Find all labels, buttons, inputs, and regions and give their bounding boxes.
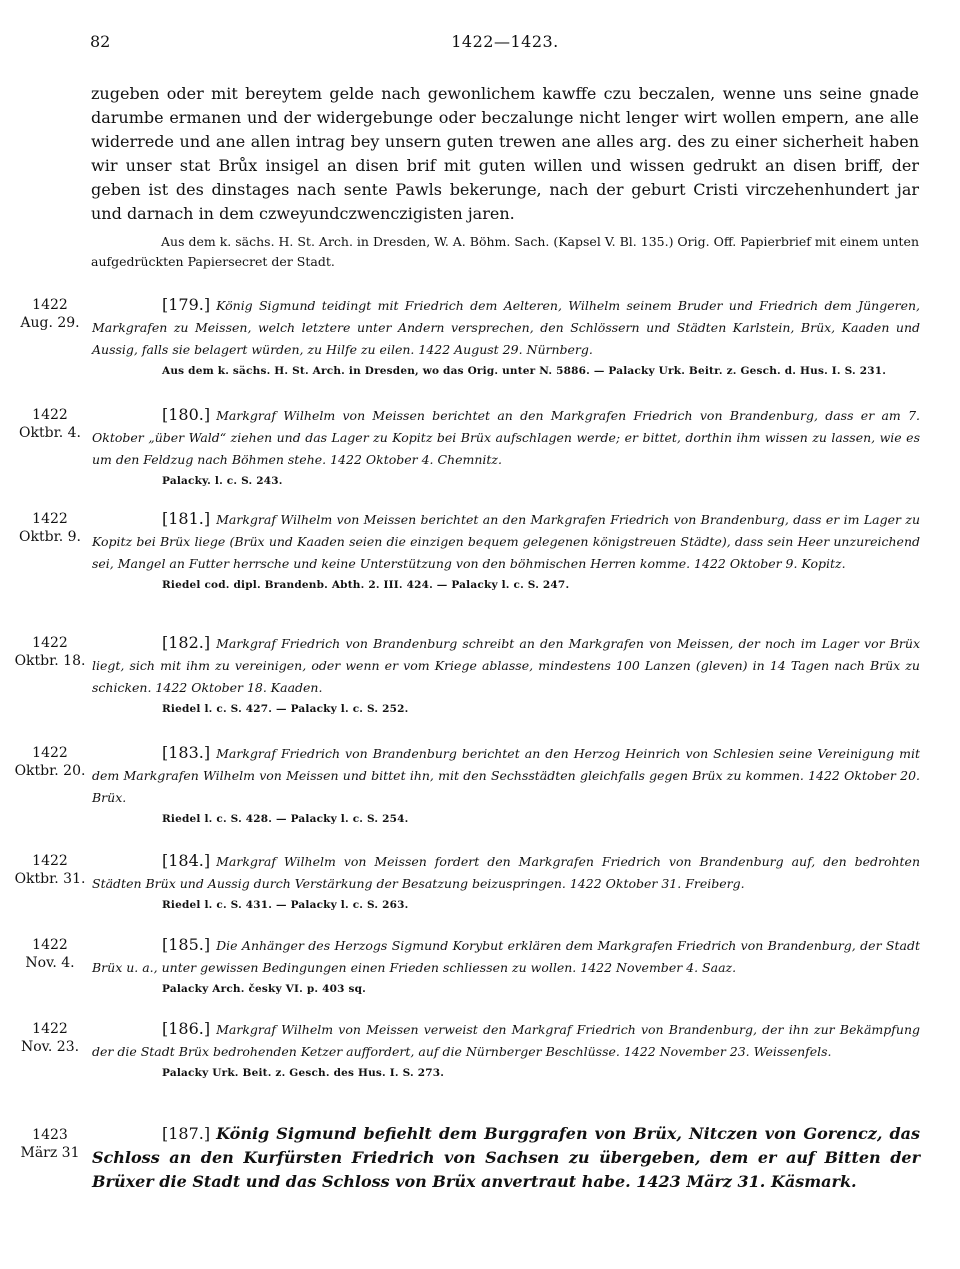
entry-text: Markgraf Wilhelm von Meissen verweist den Markgraf Friedrich von Brandenburg, der ihn zur Bekämpfung der die Stadt Brüx bedrohenden Ketzer auffordert, auf die Nürnberger Beschlüsse. 1422 November 23. Weissenfels. bbox=[92, 1022, 920, 1059]
entry-year: 1422 bbox=[32, 511, 68, 527]
entry-year: 1422 bbox=[32, 297, 68, 313]
entry-body bbox=[92, 632, 920, 717]
running-head: 1422—1423. bbox=[451, 32, 559, 51]
entry-year: 1423 bbox=[32, 1127, 68, 1143]
entry-day: Oktbr. 4. bbox=[19, 425, 81, 441]
entry-number: [186.] bbox=[162, 1019, 211, 1038]
entry-number: [187.] bbox=[162, 1124, 211, 1143]
entry-body bbox=[92, 934, 920, 997]
entry-day: Oktbr. 9. bbox=[19, 529, 81, 545]
entry-body bbox=[92, 1122, 920, 1194]
entry-day: Nov. 23. bbox=[20, 1039, 80, 1055]
entry-body bbox=[92, 742, 920, 827]
entry-text: König Sigmund befiehlt dem Burggrafen von Brüx, Nitczen von Gorencz, das Schloss an den Kurfürsten Friedrich von Sachsen zu übergeben, dem er auf Bitten der Brüxer die Stadt und das Schloss von Brüx anvertraut habe. 1423 März 31. Käsmark. bbox=[92, 1124, 920, 1191]
entry-body bbox=[92, 404, 920, 489]
entry-date bbox=[12, 852, 88, 888]
entry-source: Palacky Urk. Beit. z. Gesch. des Hus. I. S. 273. bbox=[162, 1067, 445, 1079]
entry-number: [185.] bbox=[162, 935, 211, 954]
entry-body bbox=[92, 850, 920, 913]
entry-source: Riedel l. c. S. 431. — Palacky l. c. S. 263. bbox=[162, 899, 409, 911]
entry-date bbox=[12, 1020, 88, 1056]
entry-number: [182.] bbox=[162, 633, 211, 652]
entry-number: [180.] bbox=[162, 405, 211, 424]
entry-text: Markgraf Friedrich von Brandenburg schreibt an den Markgrafen von Meissen, der noch im Lager vor Brüx liegt, sich mit ihm zu vereinigen, oder wenn er vom Kriege ablasse, mindestens 100 Lanzen (gleven) in 14 Tagen nach Brüx zu schicken. 1422 Oktober 18. Kaaden. bbox=[92, 636, 920, 695]
intro-source-note: Aus dem k. sächs. H. St. Arch. in Dresden, W. A. Böhm. Sach. (Kapsel V. Bl. 135.) Orig. Off. Papierbrief mit einem unten aufgedrückten Papiersecret der Stadt. bbox=[91, 234, 919, 269]
entry-day: Oktbr. 20. bbox=[14, 763, 86, 779]
entry-body bbox=[92, 294, 920, 379]
entry-text: Markgraf Wilhelm von Meissen berichtet an den Markgrafen Friedrich von Brandenburg, dass er am 7. Oktober „über Wald“ ziehen und das Lager zu Kopitz bei Brüx aufschlagen werde; er bittet, dorthin ihm wissen zu lassen, wie es um den Feldzug nach Böhmen stehe. 1422 Oktober 4. Chemnitz. bbox=[92, 408, 920, 467]
entry-date bbox=[12, 634, 88, 670]
intro-continuation bbox=[91, 82, 919, 272]
page-number: 82 bbox=[90, 32, 111, 51]
entry-day: Oktbr. 18. bbox=[14, 653, 86, 669]
entry-date bbox=[12, 510, 88, 546]
entry-year: 1422 bbox=[32, 745, 68, 761]
entry-text: Markgraf Friedrich von Brandenburg berichtet an den Herzog Heinrich von Schlesien seine Vereinigung mit dem Markgrafen Wilhelm von Meissen und bittet ihn, mit den Sechsstädten gleichfalls gegen Brüx zu kommen. 1422 Oktober 20. Brüx. bbox=[92, 746, 920, 805]
entry-text: Markgraf Wilhelm von Meissen fordert den Markgrafen Friedrich von Brandenburg auf, den bedrohten Städten Brüx und Aussig durch Verstärkung der Besatzung beizuspringen. 1422 Oktober 31. Freiberg. bbox=[92, 854, 920, 891]
entry-source: Riedel l. c. S. 428. — Palacky l. c. S. 254. bbox=[162, 813, 409, 825]
entry-year: 1422 bbox=[32, 853, 68, 869]
intro-text: zugeben oder mit bereytem gelde nach gewonlichem kawffe czu beczalen, wenne uns seine gnade darumbe ermanen und der widergebunge oder beczalunge nicht lenger wirt wollen empern, ane alle widerrede und ane allen intrag bey unsern guten trewen ane alles arg. des zu einer sicherheit haben wir unser stat Brůx insigel an disen brif mit guten willen und wissen gedrukt an disen briff, der geben ist des dinstages nach sente Pawls bekerunge, nach der geburt Cristi virczehenhundert jar und darnach in dem czweyundczwenczigisten jaren. bbox=[91, 84, 919, 223]
entry-text: Die Anhänger des Herzogs Sigmund Korybut erklären dem Markgrafen Friedrich von Brandenburg, der Stadt Brüx u. a., unter gewissen Bedingungen einen Frieden schliessen zu wollen. 1422 November 4. Saaz. bbox=[92, 938, 920, 975]
entry-year: 1422 bbox=[32, 635, 68, 651]
entry-year: 1422 bbox=[32, 1021, 68, 1037]
entry-date bbox=[12, 406, 88, 442]
entry-source: Riedel l. c. S. 427. — Palacky l. c. S. 252. bbox=[162, 703, 409, 715]
entry-source: Riedel cod. dipl. Brandenb. Abth. 2. III. 424. — Palacky l. c. S. 247. bbox=[162, 579, 570, 591]
entry-date bbox=[12, 296, 88, 332]
entry-date bbox=[12, 744, 88, 780]
entry-source: Aus dem k. sächs. H. St. Arch. in Dresden, wo das Orig. unter N. 5886. — Palacky Urk. Beitr. z. Gesch. d. Hus. I. S. 231. bbox=[162, 365, 887, 377]
entry-day: Oktbr. 31. bbox=[14, 871, 86, 887]
entry-source: Palacky. l. c. S. 243. bbox=[162, 475, 283, 487]
entry-body bbox=[92, 508, 920, 593]
entry-number: [184.] bbox=[162, 851, 211, 870]
entry-number: [179.] bbox=[162, 295, 211, 314]
entry-day: März 31 bbox=[20, 1145, 80, 1161]
entry-date bbox=[12, 936, 88, 972]
entry-day: Nov. 4. bbox=[25, 955, 75, 971]
entry-year: 1422 bbox=[32, 937, 68, 953]
entry-day: Aug. 29. bbox=[20, 315, 80, 331]
entry-body bbox=[92, 1018, 920, 1081]
entry-number: [183.] bbox=[162, 743, 211, 762]
entry-number: [181.] bbox=[162, 509, 211, 528]
entry-text: König Sigmund teidingt mit Friedrich dem Aelteren, Wilhelm seinem Bruder und Friedrich dem Jüngeren, Markgrafen zu Meissen, welch letztere unter Andern versprechen, den Schlössern und Städten Karlstein, Brüx, Kaaden und Aussig, falls sie belagert würden, zu Hilfe zu eilen. 1422 August 29. Nürnberg. bbox=[92, 298, 920, 357]
entry-source: Palacky Arch. česky VI. p. 403 sq. bbox=[162, 983, 366, 995]
entry-date bbox=[12, 1126, 88, 1162]
page-header bbox=[90, 32, 920, 58]
entry-text: Markgraf Wilhelm von Meissen berichtet an den Markgrafen Friedrich von Brandenburg, dass er im Lager zu Kopitz bei Brüx liege (Brüx und Kaaden seien die einzigen bequem gelegenen königstreuen Städte), dass sein Heer unzureichend sei, Mangel an Futter herrsche und keine Unterstützung von den böhmischen Herren komme. 1422 Oktober 9. Kopitz. bbox=[92, 512, 920, 571]
entry-year: 1422 bbox=[32, 407, 68, 423]
